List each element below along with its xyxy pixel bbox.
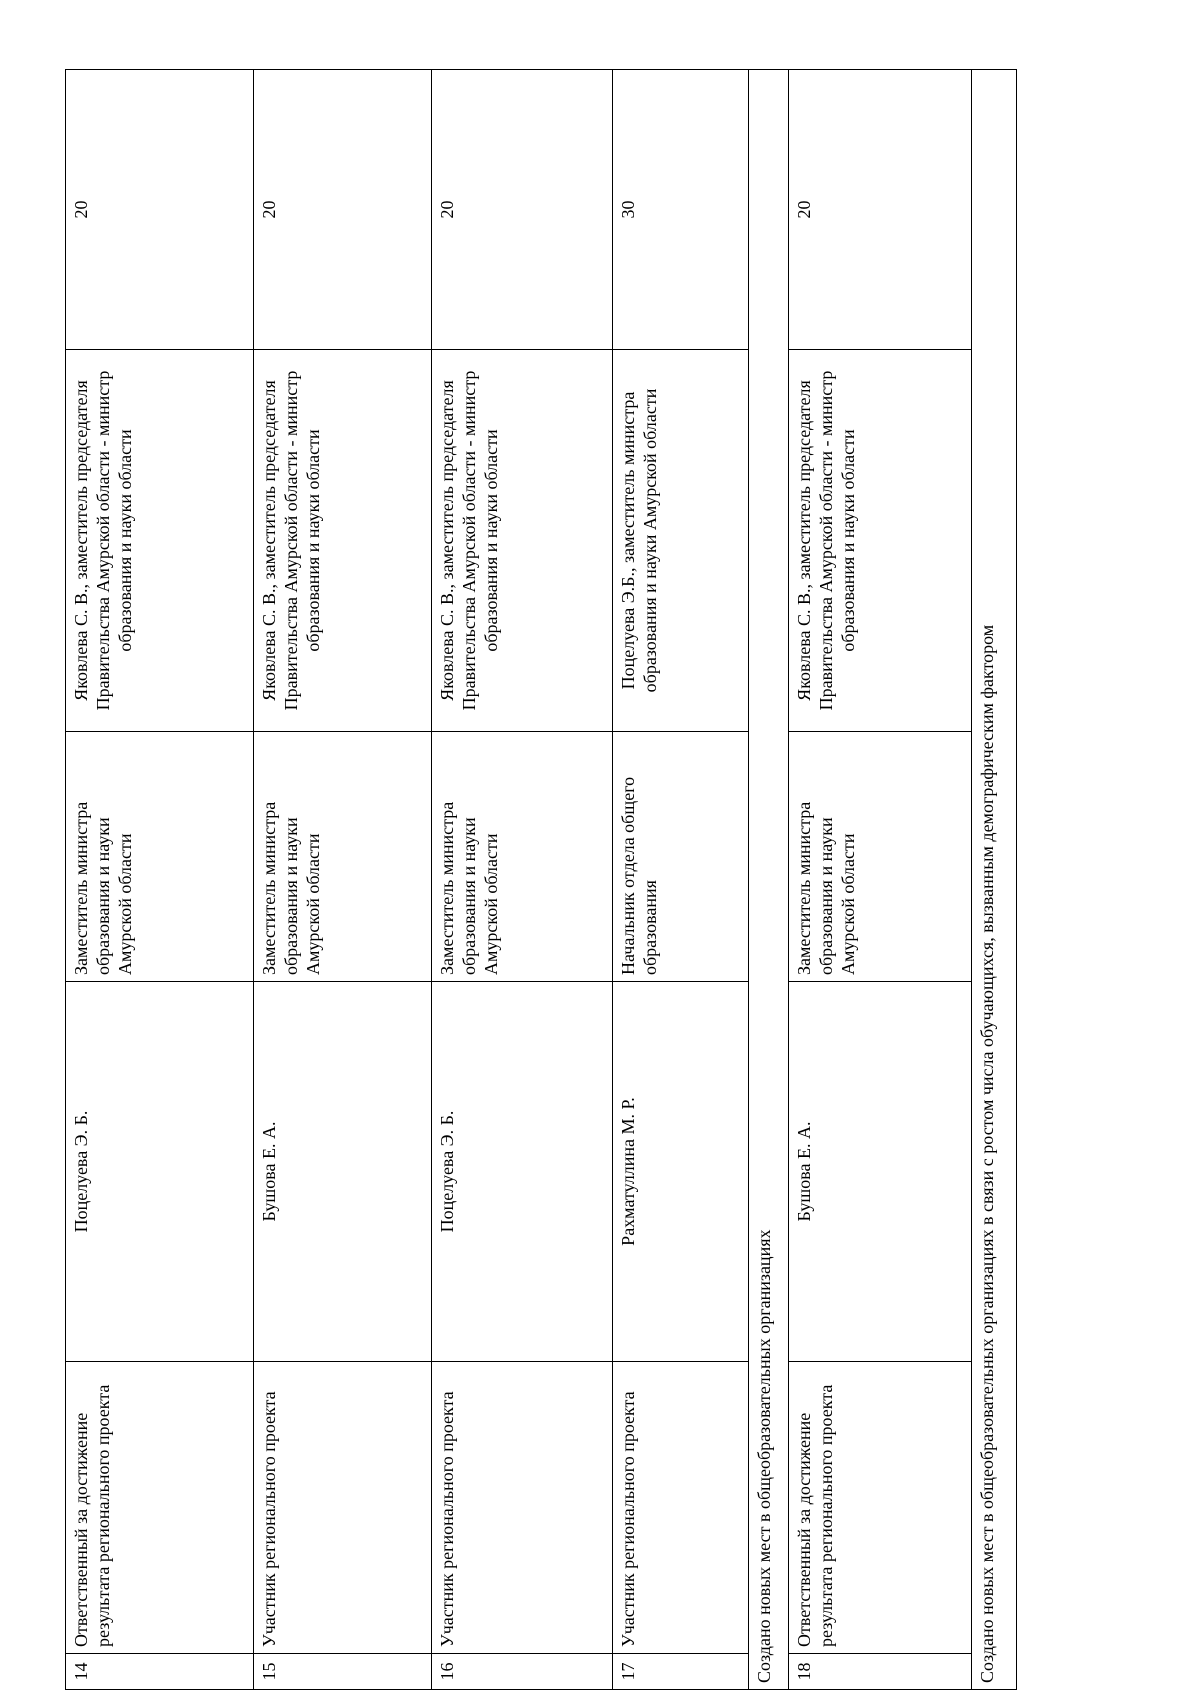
percent-cell: 20 bbox=[789, 70, 972, 350]
supervisor-cell: Яковлева С. В., заместитель председателя Правительства Амурской области - министр образования и науки области bbox=[66, 350, 254, 732]
position-cell: Начальник отдела общего образования bbox=[612, 732, 748, 982]
section-title: Создано новых мест в общеобразовательных организациях bbox=[749, 70, 789, 1690]
table-row bbox=[66, 70, 254, 1690]
name-cell: Рахматуллина М. Р. bbox=[612, 982, 748, 1362]
position-cell: Заместитель министра образования и науки Амурской области bbox=[253, 732, 432, 982]
supervisor-cell: Яковлева С. В., заместитель председателя Правительства Амурской области - министр образования и науки области bbox=[432, 350, 613, 732]
row-number: 18 bbox=[789, 1654, 972, 1690]
table-row bbox=[612, 70, 748, 1690]
name-cell: Бушова Е. А. bbox=[253, 982, 432, 1362]
section-title: Создано новых мест в общеобразовательных организациях в связи с ростом числа обучающихся, вызванным демографическим фактором bbox=[972, 70, 1017, 1690]
role-cell: Ответственный за достижение результата регионального проекта bbox=[789, 1362, 972, 1654]
percent-cell: 30 bbox=[612, 70, 748, 350]
role-cell: Участник регионального проекта bbox=[432, 1362, 613, 1654]
rotated-table-container bbox=[65, 70, 1017, 1690]
name-cell: Поцелуева Э. Б. bbox=[432, 982, 613, 1362]
participants-table bbox=[65, 69, 1017, 1690]
row-number: 14 bbox=[66, 1654, 254, 1690]
row-number: 16 bbox=[432, 1654, 613, 1690]
supervisor-cell: Яковлева С. В., заместитель председателя Правительства Амурской области - министр образования и науки области bbox=[253, 350, 432, 732]
supervisor-cell: Яковлева С. В., заместитель председателя Правительства Амурской области - министр образования и науки области bbox=[789, 350, 972, 732]
position-cell: Заместитель министра образования и науки Амурской области bbox=[432, 732, 613, 982]
role-cell: Участник регионального проекта bbox=[612, 1362, 748, 1654]
section-row bbox=[972, 70, 1017, 1690]
role-cell: Участник регионального проекта bbox=[253, 1362, 432, 1654]
table-row bbox=[432, 70, 613, 1690]
row-number: 17 bbox=[612, 1654, 748, 1690]
percent-cell: 20 bbox=[253, 70, 432, 350]
name-cell: Бушова Е. А. bbox=[789, 982, 972, 1362]
percent-cell: 20 bbox=[66, 70, 254, 350]
role-cell: Ответственный за достижение результата регионального проекта bbox=[66, 1362, 254, 1654]
position-cell: Заместитель министра образования и науки Амурской области bbox=[66, 732, 254, 982]
table-row bbox=[253, 70, 432, 1690]
section-row bbox=[749, 70, 789, 1690]
table-row bbox=[789, 70, 972, 1690]
percent-cell: 20 bbox=[432, 70, 613, 350]
supervisor-cell: Поцелуева Э.Б., заместитель министра образования и науки Амурской области bbox=[612, 350, 748, 732]
position-cell: Заместитель министра образования и науки Амурской области bbox=[789, 732, 972, 982]
row-number: 15 bbox=[253, 1654, 432, 1690]
name-cell: Поцелуева Э. Б. bbox=[66, 982, 254, 1362]
